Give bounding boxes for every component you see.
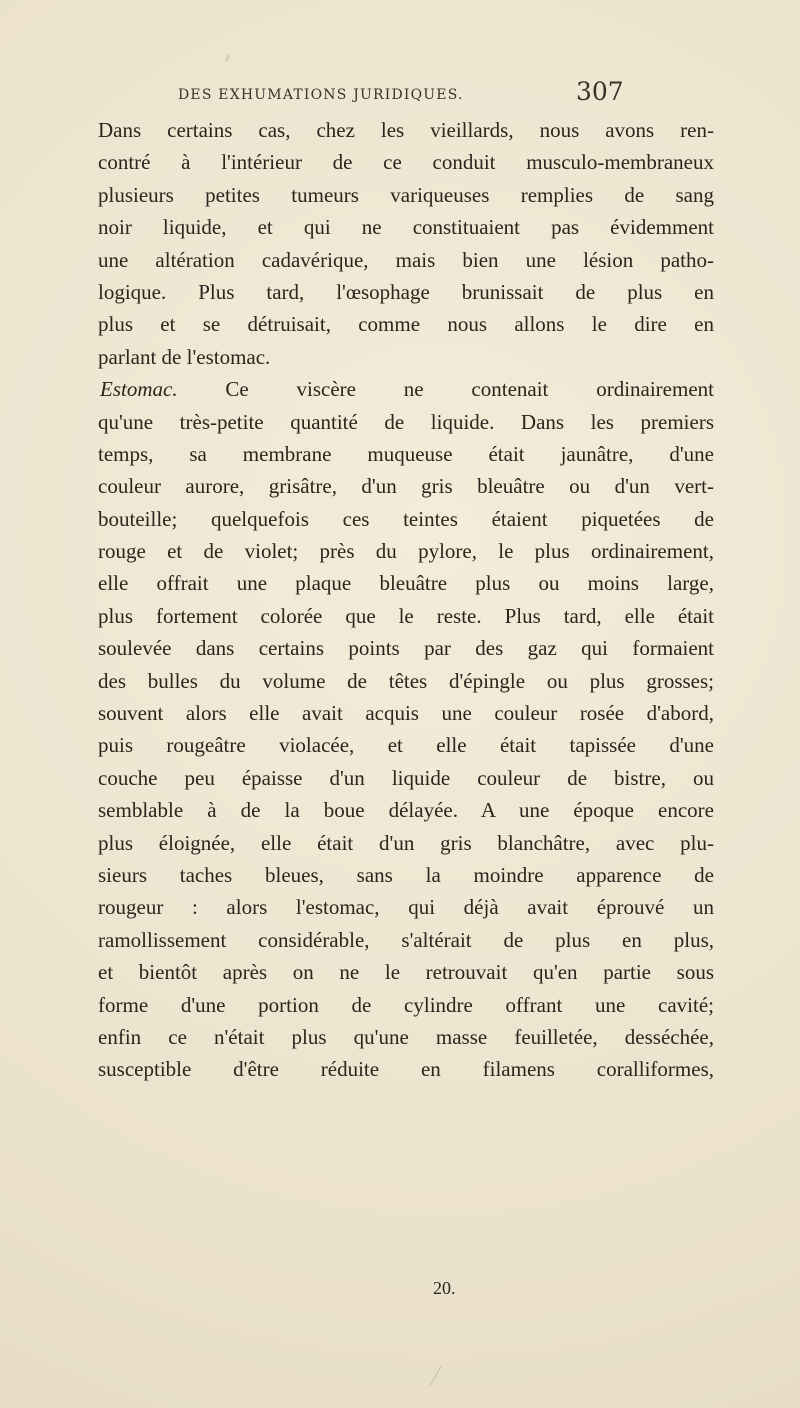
text-line: bouteille; quelquefois ces teintes étaient piquetées de xyxy=(98,506,714,531)
text-line: Dans certains cas, chez les vieillards, nous avons ren- xyxy=(98,118,714,142)
text-line: contré à l'intérieur de ce conduit musculo-membraneux xyxy=(98,150,714,175)
text-line: semblable à de la boue délayée. A une époque encore xyxy=(98,798,714,823)
text-line: plusieurs petites tumeurs variqueuses remplies de sang xyxy=(98,182,714,207)
signature-mark: 20. xyxy=(433,1278,456,1298)
text-line: noir liquide, et qui ne constituaient pas évidemment xyxy=(98,215,714,240)
text-line: souvent alors elle avait acquis une couleur rosée d'abord, xyxy=(98,701,714,726)
text-line: elle offrait une plaque bleuâtre plus ou moins large, xyxy=(98,571,714,596)
section-first-line xyxy=(98,373,714,405)
body-text xyxy=(98,114,714,1086)
paper-mark xyxy=(430,1366,442,1386)
text-line: parlant de l'estomac. xyxy=(98,344,271,369)
text-line: logique. Plus tard, l'œsophage brunissait de plus en xyxy=(98,279,714,304)
page-number: 307 xyxy=(576,77,624,106)
text-line: couche peu épaisse d'un liquide couleur de bistre, ou xyxy=(98,765,714,790)
text-line: susceptible d'être réduite en filamens coralliformes, xyxy=(98,1057,714,1082)
text-line: et bientôt après on ne le retrouvait qu'en partie sous xyxy=(98,960,714,985)
text-line: ramollissement considérable, s'altérait de plus en plus, xyxy=(98,927,714,952)
text-line: enfin ce n'était plus qu'une masse feuilletée, desséchée, xyxy=(98,1024,714,1049)
text-line: des bulles du volume de têtes d'épingle ou plus grosses; xyxy=(98,668,714,693)
section-heading: Estomac. xyxy=(100,377,178,402)
running-head-title: DES EXHUMATIONS JURIDIQUES. xyxy=(178,87,464,103)
text-line: couleur aurore, grisâtre, d'un gris bleuâtre ou d'un vert- xyxy=(98,474,714,499)
text-line: sieurs taches bleues, sans la moindre apparence de xyxy=(98,862,714,887)
text-line: temps, sa membrane muqueuse était jaunâtre, d'une xyxy=(98,441,714,466)
running-head xyxy=(178,77,638,107)
text-line: plus fortement colorée que le reste. Plus tard, elle était xyxy=(98,603,714,628)
text-line: soulevée dans certains points par des gaz qui formaient xyxy=(98,636,714,661)
text-line: plus et se détruisait, comme nous allons le dire en xyxy=(98,312,714,337)
text-line: une altération cadavérique, mais bien une lésion patho- xyxy=(98,247,714,272)
paper-mark xyxy=(225,54,230,63)
text-line: qu'une très-petite quantité de liquide. Dans les premiers xyxy=(98,409,714,434)
text-line: plus éloignée, elle était d'un gris blanchâtre, avec plu- xyxy=(98,830,714,855)
text-line: puis rougeâtre violacée, et elle était tapissée d'une xyxy=(98,733,714,758)
section-first-line-text: Ce viscère ne contenait ordinairement xyxy=(177,377,714,402)
text-line: rouge et de violet; près du pylore, le plus ordinairement, xyxy=(98,539,714,564)
text-line: rougeur : alors l'estomac, qui déjà avait éprouvé un xyxy=(98,895,714,920)
text-line: forme d'une portion de cylindre offrant une cavité; xyxy=(98,992,714,1017)
